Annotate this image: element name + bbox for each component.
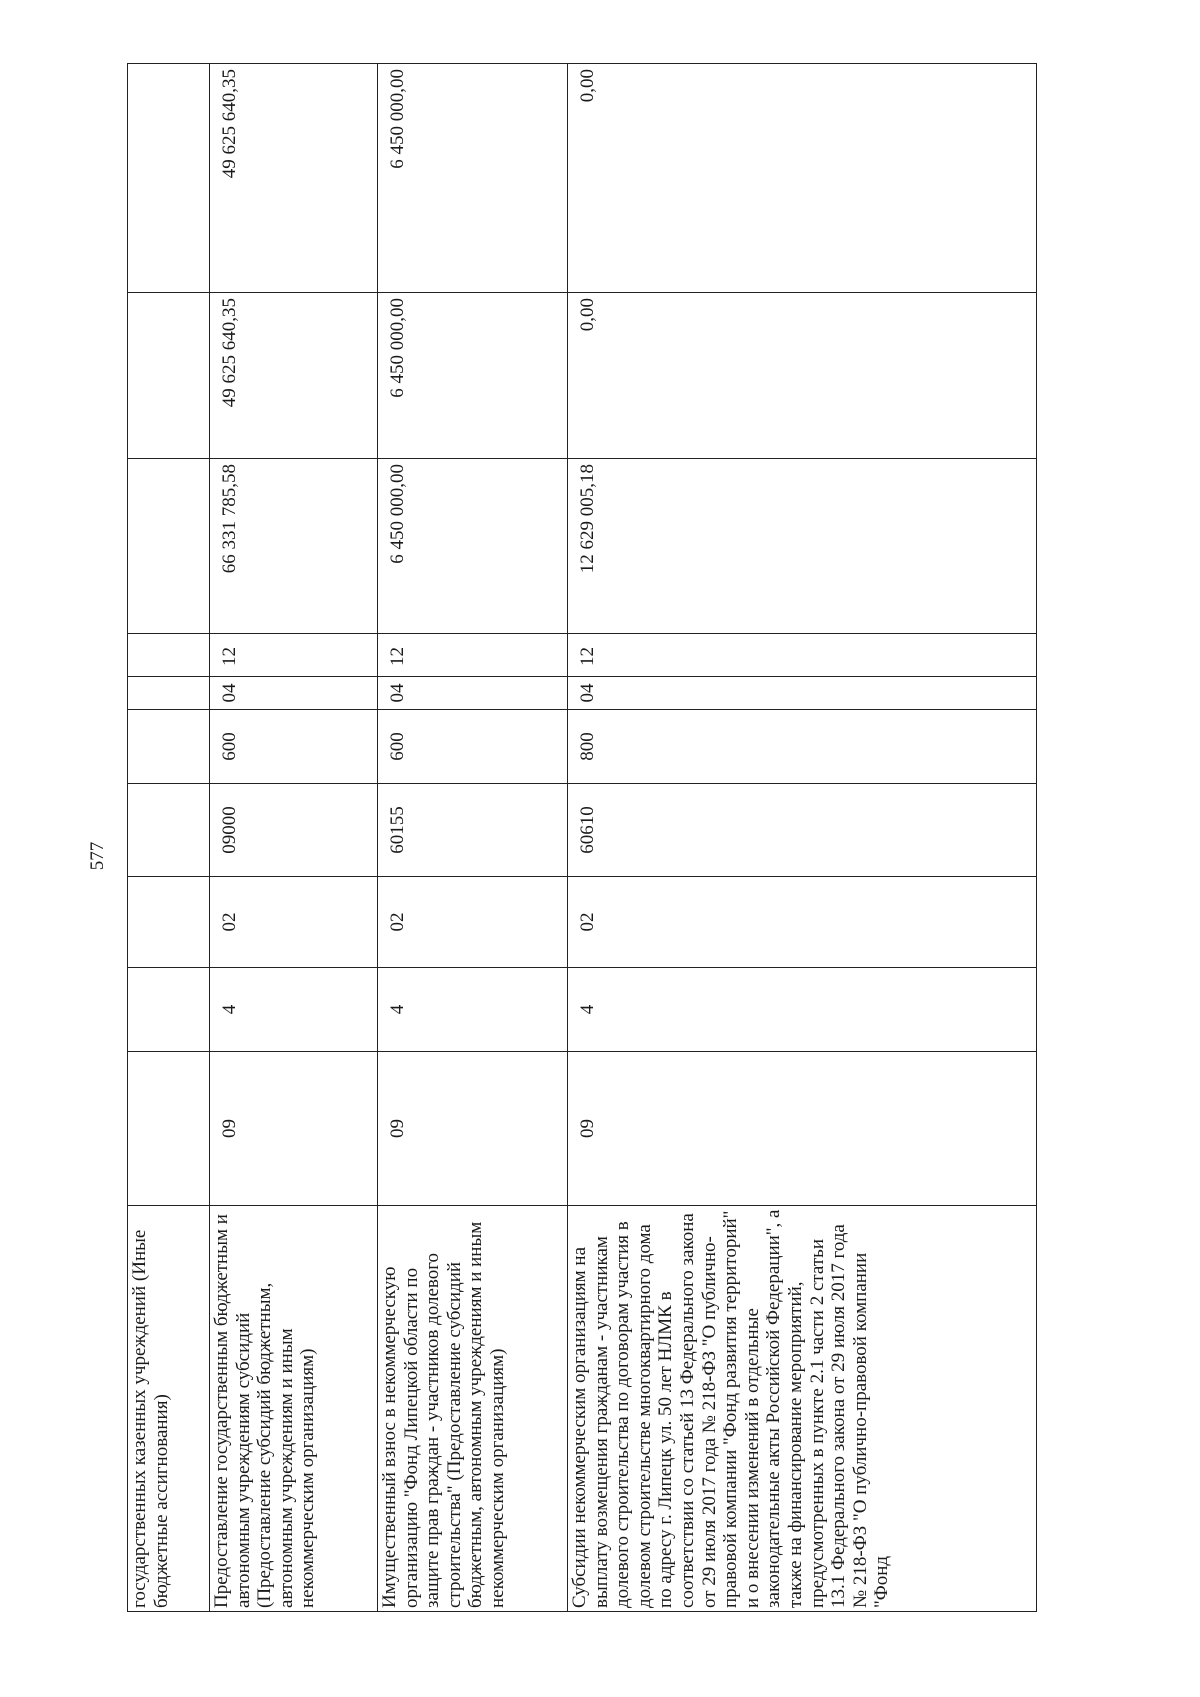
cell-code <box>128 784 210 877</box>
cell-rz <box>128 677 210 710</box>
row-description: государственных казенных учреждений (Иные бюджетные ассигнования) <box>128 1206 210 1612</box>
cell-pr <box>128 634 210 677</box>
cell-pr: 12 <box>378 634 568 677</box>
cell-type: 02 <box>568 877 1037 968</box>
table-row <box>128 64 210 1612</box>
cell-gp: 09 <box>568 1052 1037 1206</box>
cell-vr: 600 <box>378 710 568 784</box>
row-description: Предоставление государственным бюджетным и автономным учреждениям субсидий (Предоставление субсидий бюджетным, автономным учреждениям и иным некоммерческим организациям) <box>210 1206 378 1612</box>
cell-pp: 4 <box>378 968 568 1052</box>
page-number: 577 <box>87 841 108 871</box>
cell-type: 02 <box>210 877 378 968</box>
cell-sum1: 6 450 000,00 <box>378 459 568 634</box>
cell-type: 02 <box>378 877 568 968</box>
cell-sum2: 6 450 000,00 <box>378 293 568 459</box>
budget-table <box>127 63 1037 1612</box>
cell-vr: 600 <box>210 710 378 784</box>
cell-sum1 <box>128 459 210 634</box>
rotated-table-container <box>127 64 1036 1612</box>
cell-pp: 4 <box>210 968 378 1052</box>
cell-pp <box>128 968 210 1052</box>
cell-gp: 09 <box>378 1052 568 1206</box>
cell-sum3 <box>128 64 210 293</box>
table-row <box>378 64 568 1612</box>
table-row <box>568 64 1037 1612</box>
row-description: Субсидии некоммерческим организациям на выплату возмещения гражданам - участникам долевого строительства по договорам участия в долевом строительстве многоквартирного дома по адресу г. Липецк ул. 50 лет НЛМК в соответствии со статьей 13 Федерального закона от 29 июля 2017 года № 218-ФЗ "О публично-правовой компании "Фонд развития территорий" и о внесении изменений в отдельные законодательные акты Российской Федерации", а также на финансирование мероприятий, предусмотренных в пункте 2.1 части 2 статьи 13.1 Федерального закона от 29 июля 2017 года № 218-ФЗ "О публично-правовой компании "Фонд <box>568 1206 1037 1612</box>
cell-sum2: 0,00 <box>568 293 1037 459</box>
table-row <box>210 64 378 1612</box>
cell-sum3: 49 625 640,35 <box>210 64 378 293</box>
row-description: Имущественный взнос в некоммерческую организацию "Фонд Липецкой области по защите прав граждан - участников долевого строительства" (Предоставление субсидий бюджетным, автономным учреждениям и иным некоммерческим организациям) <box>378 1206 568 1612</box>
cell-rz: 04 <box>568 677 1037 710</box>
cell-sum2 <box>128 293 210 459</box>
cell-sum1: 66 331 785,58 <box>210 459 378 634</box>
cell-gp <box>128 1052 210 1206</box>
cell-code: 60610 <box>568 784 1037 877</box>
cell-vr: 800 <box>568 710 1037 784</box>
cell-sum3: 0,00 <box>568 64 1037 293</box>
cell-sum2: 49 625 640,35 <box>210 293 378 459</box>
cell-vr <box>128 710 210 784</box>
cell-rz: 04 <box>378 677 568 710</box>
cell-code: 60155 <box>378 784 568 877</box>
cell-pp: 4 <box>568 968 1037 1052</box>
cell-sum1: 12 629 005,18 <box>568 459 1037 634</box>
cell-sum3: 6 450 000,00 <box>378 64 568 293</box>
cell-type <box>128 877 210 968</box>
cell-pr: 12 <box>568 634 1037 677</box>
cell-code: 09000 <box>210 784 378 877</box>
cell-rz: 04 <box>210 677 378 710</box>
cell-gp: 09 <box>210 1052 378 1206</box>
budget-table-region <box>127 64 1036 1612</box>
cell-pr: 12 <box>210 634 378 677</box>
